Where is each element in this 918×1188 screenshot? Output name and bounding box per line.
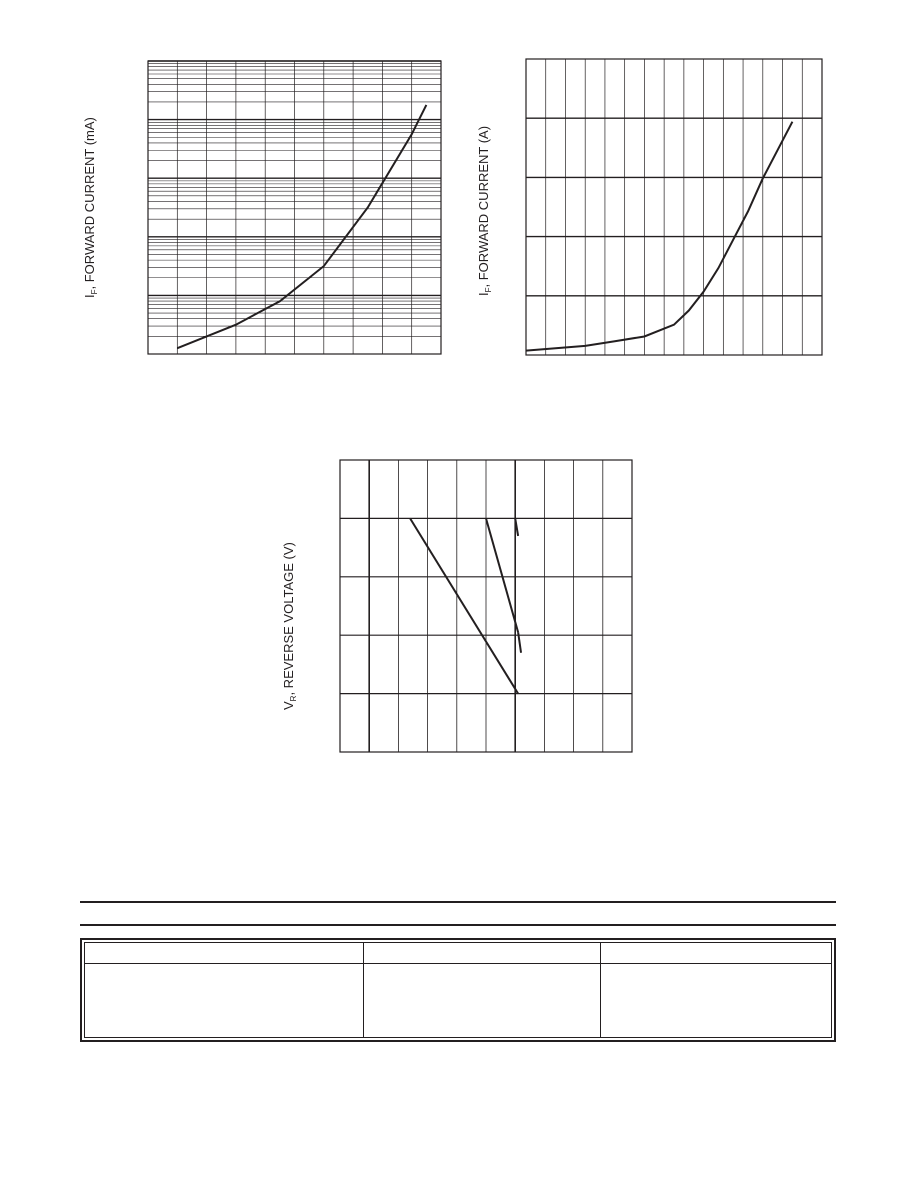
ordering-table-inner	[84, 942, 832, 1038]
reverse-voltage-chart	[340, 460, 632, 752]
forward-current-log-chart	[148, 61, 441, 354]
chart2-grid	[526, 59, 822, 355]
table-column-divider	[363, 943, 364, 1037]
chart3-curve	[410, 518, 518, 693]
chart2-ylabel: $I_F$, FORWARD CURRENT (A)	[476, 125, 493, 296]
section-rule-bottom	[80, 924, 836, 926]
chart2-frame	[526, 59, 822, 355]
chart3-series	[410, 518, 521, 693]
chart1-ylabel: $I_F$, FORWARD CURRENT (mA)	[82, 117, 99, 298]
chart1-grid	[148, 61, 441, 354]
chart1-series	[177, 105, 426, 348]
chart3-curve	[486, 518, 518, 632]
table-column-divider	[600, 943, 601, 1037]
chart3-ylabel: $V_R$, REVERSE VOLTAGE (V)	[281, 542, 298, 710]
ordering-table	[80, 938, 836, 1042]
section-rule-top	[80, 901, 836, 903]
chart3-grid	[340, 460, 632, 752]
table-header-row	[85, 943, 831, 964]
chart1-curve	[177, 105, 426, 348]
forward-current-linear-chart	[526, 59, 822, 355]
